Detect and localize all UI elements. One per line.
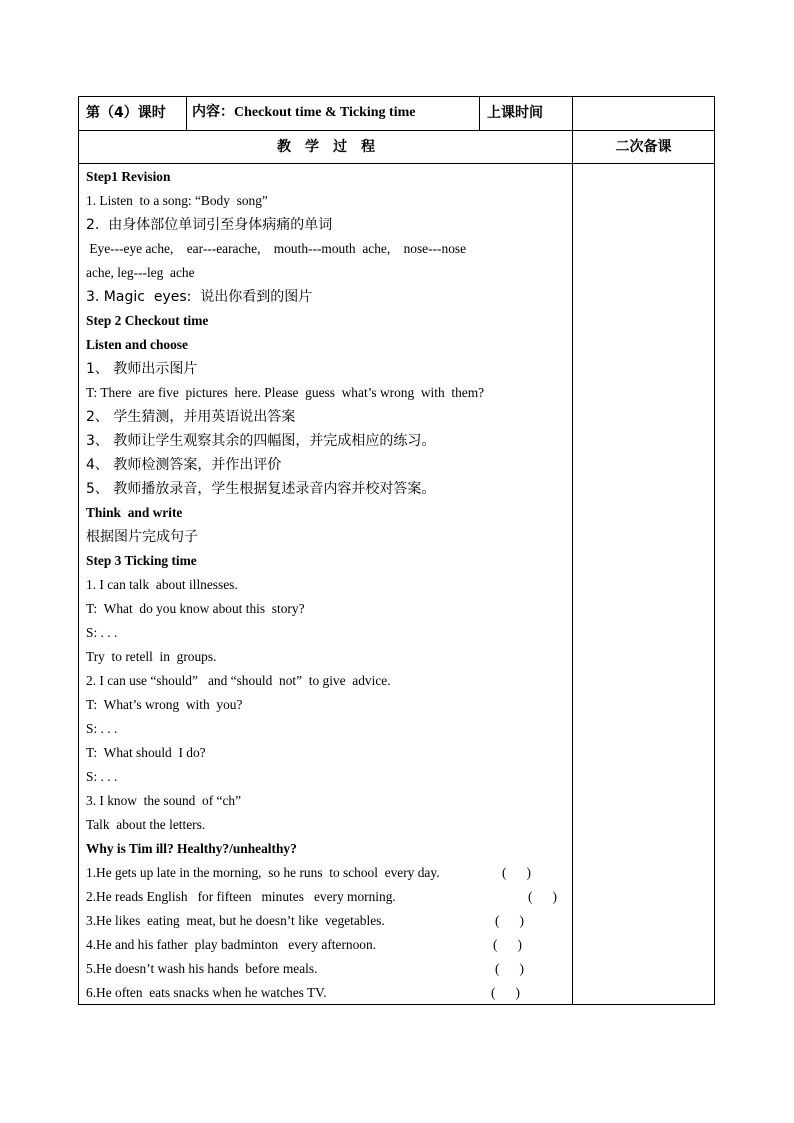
lesson-line: S: . . .	[86, 721, 118, 736]
lesson-line: Think and write	[86, 505, 183, 520]
lesson-line: T: What should I do?	[86, 745, 206, 760]
lesson-line: 5.He doesn’t wash his hands before meals.	[86, 961, 318, 976]
lesson-line: Try to retell in groups.	[86, 649, 217, 664]
lesson-line: 1. I can talk about illnesses.	[86, 577, 238, 592]
second-preparation-heading: 二次备课	[615, 139, 672, 155]
lesson-line: T: What do you know about this story?	[86, 601, 305, 616]
lesson-line: Step 2 Checkout time	[86, 313, 209, 328]
lesson-line: Step 3 Ticking time	[86, 553, 197, 568]
teaching-process-heading: 教 学 过 程	[277, 139, 375, 155]
lesson-line: 3、 教师让学生观察其余的四幅图，并完成相应的练习。	[86, 433, 436, 449]
lesson-line: 1、 教师出示图片	[86, 361, 198, 377]
lesson-line: 1. Listen to a song: “Body song”	[86, 193, 268, 208]
content-cell: 内容：Checkout time & Ticking time	[192, 105, 416, 120]
lesson-line: 3. I know the sound of “ch”	[86, 793, 242, 808]
lesson-line: 2. 由身体部位单词引至身体病痛的单词	[86, 217, 333, 233]
lesson-line: 5、 教师播放录音，学生根据复述录音内容并校对答案。	[86, 481, 436, 497]
answer-bracket[interactable]: ( )	[495, 913, 525, 928]
lesson-line: S: . . .	[86, 769, 118, 784]
lesson-line: 4、 教师检测答案，并作出评价	[86, 457, 282, 473]
answer-bracket[interactable]: ( )	[502, 865, 532, 880]
lesson-content	[86, 165, 572, 1005]
lesson-line: ache, leg---leg ache	[86, 265, 195, 280]
lesson-line: Eye---eye ache, ear---earache, mouth---mouth ache, nose---nose	[86, 241, 467, 256]
lesson-line: 根据图片完成句子	[86, 529, 198, 545]
lesson-line: 2、 学生猜测，并用英语说出答案	[86, 409, 296, 425]
answer-bracket[interactable]: ( )	[491, 985, 521, 1000]
period-cell: 第（4）课时	[86, 105, 166, 121]
lesson-line: Step1 Revision	[86, 169, 171, 184]
lesson-line: Why is Tim ill? Healthy?/unhealthy?	[86, 841, 297, 856]
lesson-line: 2.He reads English for fifteen minutes every morning.	[86, 889, 396, 904]
lesson-line: T: There are five pictures here. Please guess what’s wrong with them?	[86, 385, 485, 400]
lesson-line: 3.He likes eating meat, but he doesn’t like vegetables.	[86, 913, 385, 928]
lesson-line: 2. I can use “should” and “should not” to give advice.	[86, 673, 391, 688]
lesson-line: Listen and choose	[86, 337, 188, 352]
lesson-line: S: . . .	[86, 625, 118, 640]
lesson-line: 3. Magic eyes: 说出你看到的图片	[86, 289, 313, 305]
lesson-line: 6.He often eats snacks when he watches TV.	[86, 985, 327, 1000]
class-time-label: 上课时间	[487, 105, 543, 121]
answer-bracket[interactable]: ( )	[528, 889, 558, 904]
lesson-line: 1.He gets up late in the morning, so he runs to school every day.	[86, 865, 440, 880]
answer-bracket[interactable]: ( )	[493, 937, 523, 952]
lesson-line: T: What’s wrong with you?	[86, 697, 243, 712]
answer-bracket[interactable]: ( )	[495, 961, 525, 976]
lesson-line: Talk about the letters.	[86, 817, 206, 832]
lesson-line: 4.He and his father play badminton every afternoon.	[86, 937, 377, 952]
